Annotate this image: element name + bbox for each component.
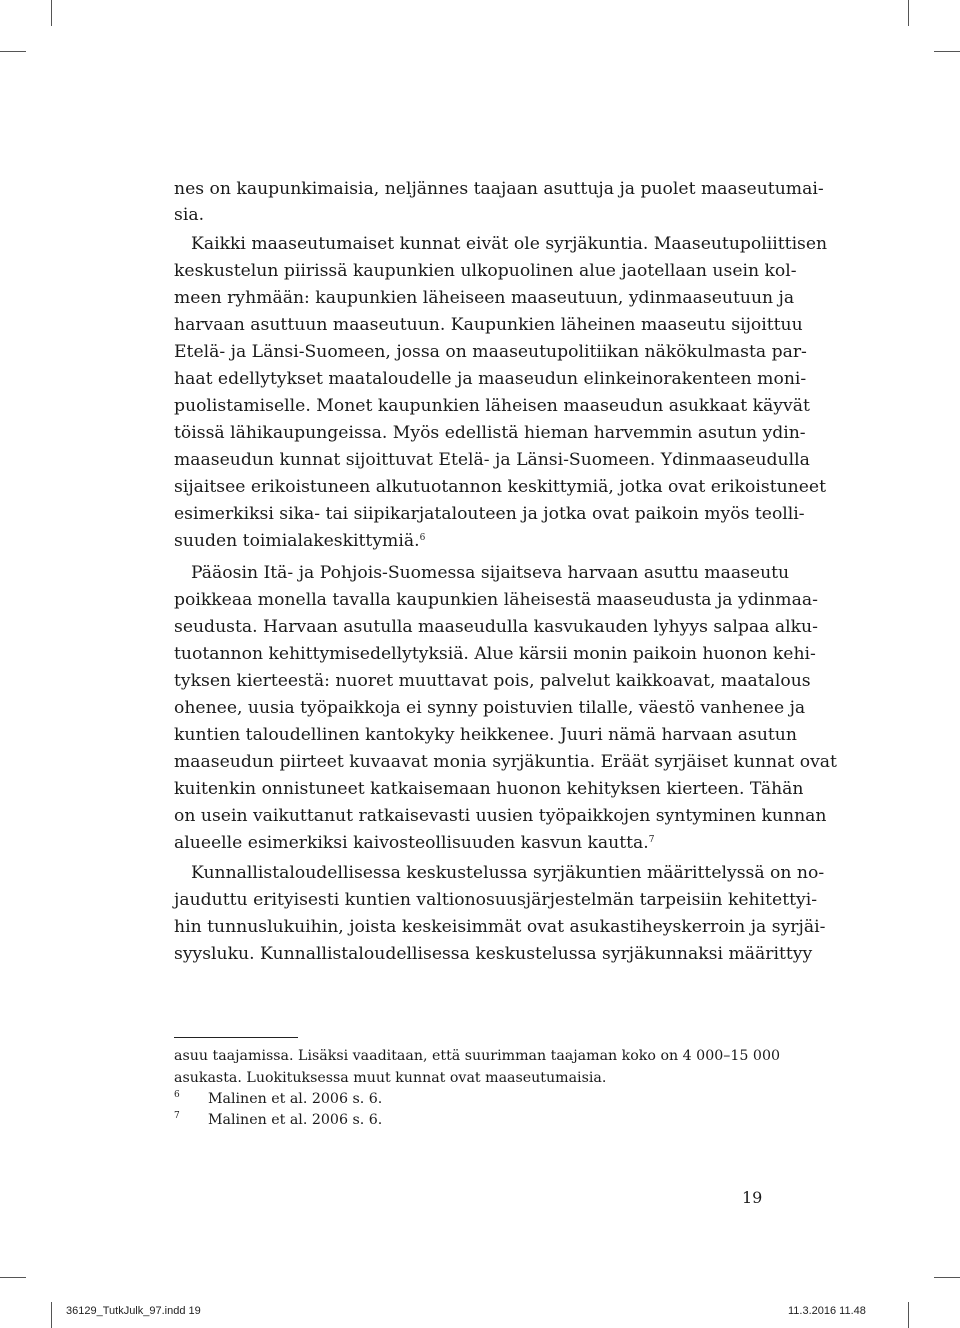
- footnote-ref: 6: [419, 533, 426, 543]
- page-number: 19: [742, 1188, 763, 1207]
- slug-file: 36129_TutkJulk_97.indd 19: [66, 1305, 201, 1317]
- text-line: kuntien taloudellinen kantokyky heikkenee. Juuri nämä harvaan asutun: [174, 725, 797, 745]
- footnote-text: Malinen et al. 2006 s. 6.: [208, 1112, 383, 1128]
- crop-mark: [934, 1277, 960, 1278]
- text-line: puolistamiselle. Monet kaupunkien läheisen maaseudun asukkaat käyvät: [174, 396, 810, 416]
- text-line: töissä lähikaupungeissa. Myös edellistä hieman harvemmin asutun ydin-: [174, 423, 806, 443]
- crop-mark: [0, 1277, 26, 1278]
- text-line: esimerkiksi sika- tai siipikarjatalouteen ja jotka ovat paikoin myös teolli-: [174, 504, 805, 524]
- crop-mark: [51, 1302, 52, 1328]
- text-line: kuitenkin onnistuneet katkaisemaan huonon kehityksen kierteen. Tähän: [174, 779, 804, 799]
- crop-mark: [908, 1302, 909, 1328]
- crop-mark: [934, 51, 960, 52]
- text-line: syysluku. Kunnallistaloudellisessa keskustelussa syrjäkunnaksi määrittyy: [174, 944, 813, 964]
- slug-timestamp: 11.3.2016 11.48: [788, 1305, 866, 1317]
- text-line: on usein vaikuttanut ratkaisevasti uusien työpaikkojen syntyminen kunnan: [174, 806, 827, 826]
- footnote-ref: 7: [648, 835, 655, 845]
- text-line: Etelä- ja Länsi-Suomeen, jossa on maaseutupolitiikan näkökulmasta par-: [174, 342, 807, 362]
- text-line: ohenee, uusia työpaikkoja ei synny poistuvien tilalle, väestö vanhenee ja: [174, 698, 806, 718]
- text-line: jauduttu erityisesti kuntien valtionosuusjärjestelmän tarpeisiin kehitettyi-: [174, 890, 818, 910]
- footnote-number: 7: [174, 1111, 180, 1121]
- crop-mark: [51, 0, 52, 26]
- text-line: keskustelun piirissä kaupunkien ulkopuolinen alue jaotellaan usein kol-: [174, 261, 797, 281]
- text-line: meen ryhmään: kaupunkien läheiseen maaseutuun, ydinmaaseutuun ja: [174, 288, 795, 308]
- text-line: sia.: [174, 205, 205, 225]
- footnote-rule: [174, 1037, 298, 1038]
- text-line: maaseudun kunnat sijoittuvat Etelä- ja Länsi-Suomeen. Ydinmaaseudulla: [174, 450, 810, 470]
- text-line: haat edellytykset maataloudelle ja maaseudun elinkeinorakenteen moni-: [174, 369, 807, 389]
- text-line: sijaitsee erikoistuneen alkutuotannon keskittymiä, jotka ovat erikoistuneet: [174, 477, 826, 497]
- text-line: poikkeaa monella tavalla kaupunkien läheisestä maaseudusta ja ydinmaa-: [174, 590, 818, 610]
- footnote-text: Malinen et al. 2006 s. 6.: [208, 1091, 383, 1107]
- text-line: suuden toimialakeskittymiä.$^6$: [174, 531, 426, 551]
- text-line: tyksen kierteestä: nuoret muuttavat pois, palvelut kaikkoavat, maatalous: [174, 671, 811, 691]
- footnote-line: asukasta. Luokituksessa muut kunnat ovat maaseutumaisia.: [174, 1070, 607, 1086]
- text-line: harvaan asuttuun maaseutuun. Kaupunkien läheinen maaseutu sijoittuu: [174, 315, 803, 335]
- text-line: Pääosin Itä- ja Pohjois-Suomessa sijaitseva harvaan asuttu maaseutu: [191, 563, 790, 583]
- text-line: maaseudun piirteet kuvaavat monia syrjäkuntia. Eräät syrjäiset kunnat ovat: [174, 752, 837, 772]
- text-line: Kaikki maaseutumaiset kunnat eivät ole syrjäkuntia. Maaseutupoliittisen: [191, 234, 828, 254]
- crop-mark: [0, 51, 26, 52]
- text-line: seudusta. Harvaan asutulla maaseudulla kasvukauden lyhyys salpaa alku-: [174, 617, 818, 637]
- footnote-line: asuu taajamissa. Lisäksi vaaditaan, että suurimman taajaman koko on 4 000–15 000: [174, 1048, 780, 1064]
- crop-mark: [908, 0, 909, 26]
- text-line: Kunnallistaloudellisessa keskustelussa syrjäkuntien määrittelyssä on no-: [191, 863, 825, 883]
- text-line: tuotannon kehittymisedellytyksiä. Alue kärsii monin paikoin huonon kehi-: [174, 644, 816, 664]
- text-line: hin tunnuslukuihin, joista keskeisimmät ovat asukastiheyskerroin ja syrjäi-: [174, 917, 826, 937]
- text-line: nes on kaupunkimaisia, neljännes taajaan asuttuja ja puolet maaseutumai-: [174, 179, 824, 199]
- footnote-number: 6: [174, 1090, 180, 1100]
- text-line: alueelle esimerkiksi kaivosteollisuuden kasvun kautta.$^7$: [174, 833, 655, 853]
